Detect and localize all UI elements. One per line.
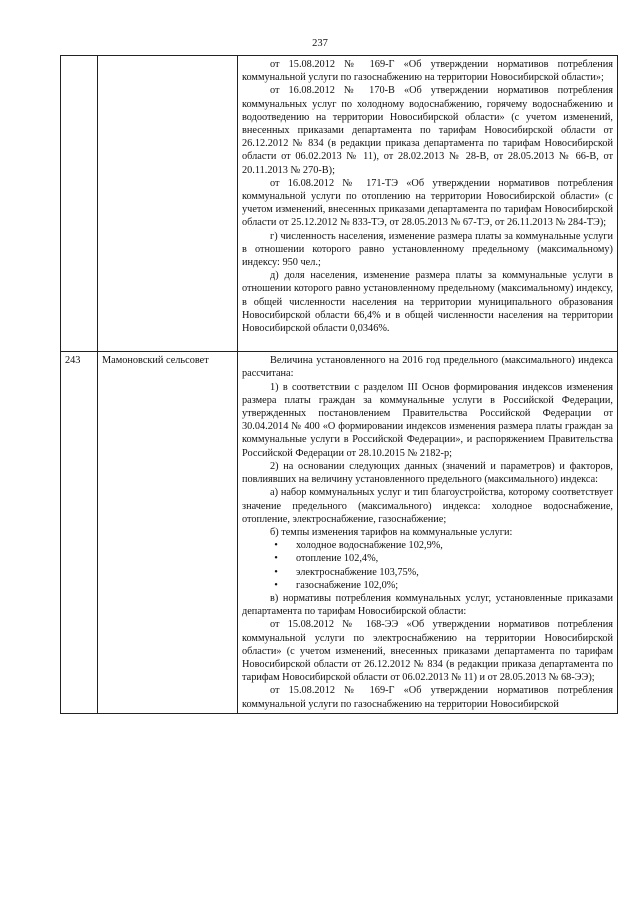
bullet-icon: • bbox=[274, 566, 278, 578]
list-item bbox=[268, 539, 613, 552]
row-number bbox=[61, 56, 98, 352]
tariff-list bbox=[242, 539, 613, 592]
row-number: 243 bbox=[61, 352, 98, 713]
table-row bbox=[61, 352, 618, 713]
paragraph: от 16.08.2012 № 170-В «Об утверждении нормативов потребления коммунальных услуг по холодному водоснабжению, горячему водоснабжению и водоотведению на территории Новосибирской области» (с учетом изменений, внесенных приказами департамента по тарифам Новосибирской области от 26.12.2012 № 834 (в редакции приказа департамента по тарифам Новосибирской области от 06.02.2013 № 11), от 28.02.2013 № 28-В, от 28.05.2013 № 66-В, от 20.11.2013 № 270-В); bbox=[242, 85, 613, 176]
bullet-icon: • bbox=[274, 540, 278, 552]
list-item bbox=[268, 552, 613, 565]
paragraph: от 16.08.2012 № 171-ТЭ «Об утверждении нормативов потребления коммунальной услуги по отоплению на территории Новосибирской области» (с учетом изменений, внесенных приказами департамента по тарифам Новосибирской области от 25.12.2012 № 833-ТЭ, от 28.05.2013 № 67-ТЭ, от 26.11.2013 № 284-ТЭ); bbox=[242, 177, 613, 229]
list-item bbox=[268, 579, 613, 592]
row-description bbox=[238, 352, 618, 713]
document-table bbox=[60, 55, 618, 714]
page-number: 237 bbox=[312, 38, 328, 49]
list-item-text: холодное водоснабжение 102,9%, bbox=[296, 540, 443, 552]
paragraph: от 15.08.2012 № 169-Г «Об утверждении нормативов потребления коммунальной услуги по газоснабжению на территории Новосибирской bbox=[242, 685, 613, 710]
paragraph: а) набор коммунальных услуг и тип благоустройства, которому соответствует значение предельного (максимального) индекса: холодное водоснабжение, отопление, электроснабжение, газоснабжение; bbox=[242, 487, 613, 525]
list-item bbox=[268, 566, 613, 579]
table-row bbox=[61, 56, 618, 352]
paragraph: д) доля населения, изменение размера платы за коммунальные услуги в отношении которого равно установленному предельному (максимальному) индексу, в общей численности населения на территории муниципального образования Новосибирской области 66,4% и в общей численности населения на территории Новосибирской области 0,0346%. bbox=[242, 270, 613, 335]
spacer bbox=[242, 335, 613, 349]
list-item-text: электроснабжение 103,75%, bbox=[296, 566, 419, 578]
list-item-text: отопление 102,4%, bbox=[296, 553, 379, 565]
row-description bbox=[238, 56, 618, 352]
municipality-name bbox=[98, 56, 238, 352]
paragraph: от 15.08.2012 № 168-ЭЭ «Об утверждении нормативов потребления коммунальной услуги по электроснабжению на территории Новосибирской области» (с учетом изменений, внесенных приказами департамента по тарифам Новосибирской области от 26.12.2012 № 834 (в редакции приказа департамента по тарифам Новосибирской области от 06.02.2013 № 11) и от 28.05.2013 № 68-ЭЭ); bbox=[242, 619, 613, 684]
municipality-name: Мамоновский сельсовет bbox=[98, 352, 238, 713]
paragraph: 2) на основании следующих данных (значений и параметров) и факторов, повлиявших на величину установленного предельного (максимального) индекса: bbox=[242, 460, 613, 486]
paragraph: 1) в соответствии с разделом III Основ формирования индексов изменения размера платы граждан за коммунальные услуги в Российской Федерации, утвержденных постановлением Правительства Российской Федерации от 30.04.2014 № 400 «О формировании индексов изменения размера платы граждан за коммунальные услуги в Российской Федерации», и распоряжением Правительства Российской Федерации от 28.10.2015 № 2182-р; bbox=[242, 381, 613, 459]
paragraph: г) численность населения, изменение размера платы за коммунальные услуги в отношении которого равно установленному предельному (максимальному) индексу: 950 чел.; bbox=[242, 230, 613, 269]
paragraph: от 15.08.2012 № 169-Г «Об утверждении нормативов потребления коммунальной услуги по газоснабжению на территории Новосибирской области»; bbox=[242, 59, 613, 84]
paragraph: в) нормативы потребления коммунальных услуг, установленные приказами департамента по тарифам Новосибирской области: bbox=[242, 592, 613, 618]
bullet-icon: • bbox=[274, 553, 278, 565]
paragraph: б) темпы изменения тарифов на коммунальные услуги: bbox=[270, 526, 513, 538]
bullet-icon: • bbox=[274, 579, 278, 591]
paragraph: Величина установленного на 2016 год предельного (максимального) индекса рассчитана: bbox=[242, 355, 613, 380]
list-item-text: газоснабжение 102,0%; bbox=[296, 579, 399, 591]
